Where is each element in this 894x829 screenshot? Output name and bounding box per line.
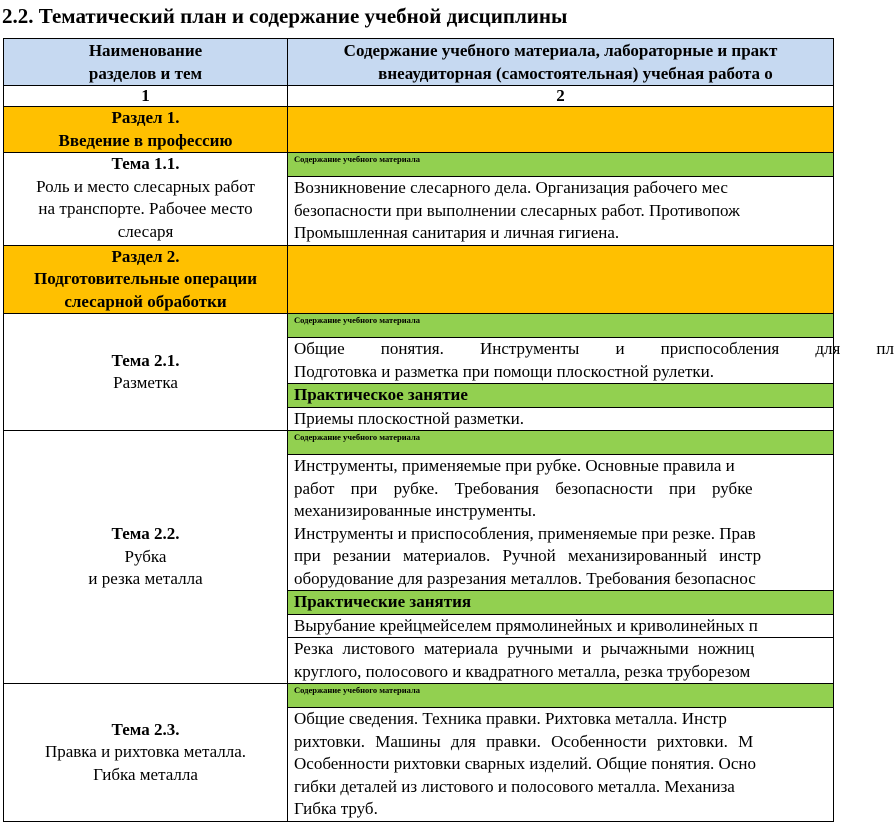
section-row-1 — [4, 107, 834, 153]
topic-1-1-name-line3: слесаря — [117, 221, 174, 241]
header-col1 — [4, 39, 288, 86]
topic-2-1-content — [288, 338, 894, 384]
column-number-1: 1 — [4, 86, 288, 107]
thematic-plan-table — [3, 38, 894, 822]
topic-1-1-name-line1: Роль и место слесарных работ — [36, 176, 255, 196]
topic-2-3-content-line3: Особенности рихтовки сварных изделий. Общие понятия. Осно — [294, 754, 756, 773]
topic-1-1-content-line2: безопасности при выполнении слесарных работ. Противопож — [294, 200, 740, 220]
section2-line1: Раздел 2. — [111, 246, 180, 266]
topic-1-1-content-line3: Промышленная санитария и личная гигиена. — [294, 223, 620, 242]
topic-2-2-label-row — [4, 431, 834, 455]
topic-2-1-content-line2: Подготовка и разметка при помощи плоскостной рулетки. — [294, 361, 714, 381]
column-number-2: 2 — [288, 86, 834, 107]
column-number-row — [4, 86, 834, 107]
topic-2-3-content-line2: рихтовки. Машины для правки. Особенности рихтовки. М — [294, 731, 754, 751]
header-col2-line1: Содержание учебного материала, лабораторные и практ — [343, 41, 778, 60]
section-row-2 — [4, 245, 834, 314]
topic-2-3-content-line4: гибки деталей из листового и полосового металла. Механиза — [294, 776, 735, 796]
topic-2-2-content — [288, 455, 834, 591]
header-col2-line2: внеаудиторная (самостоятельная) учебная работа о — [378, 64, 773, 83]
topic-2-1-content-line1: Общие понятия. Инструменты и приспособления для пл — [294, 339, 894, 358]
topic-1-1-title: Тема 1.1. — [111, 154, 180, 173]
topic-2-2-practice-item2-line2: круглого, полосового и квадратного металла, резка труборезом — [294, 661, 751, 681]
topic-2-2-title: Тема 2.2. — [111, 524, 180, 544]
topic-2-2-content-line3: механизированные инструменты. — [294, 501, 537, 520]
topic-1-1-label-row — [4, 153, 834, 177]
section1-line2: Введение в профессию — [58, 130, 233, 150]
topic-2-2-practice-item1: Вырубание крейцмейселем прямолинейных и криволинейных п — [288, 614, 834, 638]
topic-1-1-name-line2: на транспорте. Рабочее место — [38, 199, 253, 218]
section1-empty-cell — [288, 107, 834, 153]
topic-1-1-content-label: Содержание учебного материала — [288, 153, 834, 177]
section2-line2: Подготовительные операции — [33, 269, 258, 288]
table-header-row — [4, 39, 834, 86]
topic-2-3-content-line1: Общие сведения. Техника правки. Рихтовка металла. Инстр — [294, 709, 727, 728]
header-col1-line1: Наименование — [88, 41, 203, 60]
topic-2-3-name-line1: Правка и рихтовка металла. — [44, 742, 247, 761]
topic-2-1-practice-label: Практическое занятие — [288, 384, 834, 408]
topic-2-2-cell — [4, 431, 288, 684]
topic-2-2-content-line5: при резании материалов. Ручной механизированный инстр — [294, 546, 762, 565]
topic-2-1-name: Разметка — [113, 373, 178, 392]
topic-1-1-cell — [4, 153, 288, 246]
topic-2-1-label-row — [4, 314, 834, 338]
section2-empty-cell — [288, 245, 834, 314]
topic-2-3-content-label: Содержание учебного материала — [288, 684, 834, 708]
topic-2-3-content-line5: Гибка труб. — [294, 799, 378, 818]
topic-2-2-name-line1: Рубка — [124, 546, 167, 566]
header-col1-line2: разделов и тем — [88, 64, 203, 83]
section2-title — [4, 245, 288, 314]
topic-1-1-content — [288, 177, 834, 246]
topic-2-1-practice-text: Приемы плоскостной разметки. — [288, 407, 834, 431]
topic-2-2-content-line6: оборудование для разрезания металлов. Требования безопаснос — [294, 568, 756, 588]
section1-title — [4, 107, 288, 153]
page-title: 2.2. Тематический план и содержание учебной дисциплины — [2, 4, 568, 28]
topic-2-3-content — [288, 708, 834, 822]
topic-2-2-content-line4: Инструменты и приспособления, применяемые при резке. Прав — [294, 523, 756, 543]
topic-2-3-title: Тема 2.3. — [111, 719, 180, 739]
topic-2-3-cell — [4, 684, 288, 822]
topic-2-2-practice-item2-line1: Резка листового материала ручными и рычажными ножниц — [294, 639, 755, 658]
topic-2-2-content-line1: Инструменты, применяемые при рубке. Основные правила и — [294, 456, 735, 475]
topic-2-2-content-line2: работ при рубке. Требования безопасности при рубке — [294, 478, 753, 498]
topic-2-1-content-label: Содержание учебного материала — [288, 314, 834, 338]
topic-2-2-name-line2: и резка металла — [88, 569, 203, 589]
section2-line3: слесарной обработки — [64, 291, 227, 311]
topic-1-1-content-line1: Возникновение слесарного дела. Организация рабочего мес — [294, 178, 728, 197]
topic-2-1-cell — [4, 314, 288, 431]
topic-2-3-label-row — [4, 684, 834, 708]
topic-2-2-practice-label: Практические занятия — [288, 591, 834, 615]
topic-2-3-name-line2: Гибка металла — [93, 764, 198, 784]
topic-2-1-title: Тема 2.1. — [111, 350, 180, 370]
section1-line1: Раздел 1. — [111, 108, 180, 127]
header-col2 — [288, 39, 834, 86]
topic-2-2-content-label: Содержание учебного материала — [288, 431, 834, 455]
topic-2-2-practice-item2 — [288, 638, 834, 684]
